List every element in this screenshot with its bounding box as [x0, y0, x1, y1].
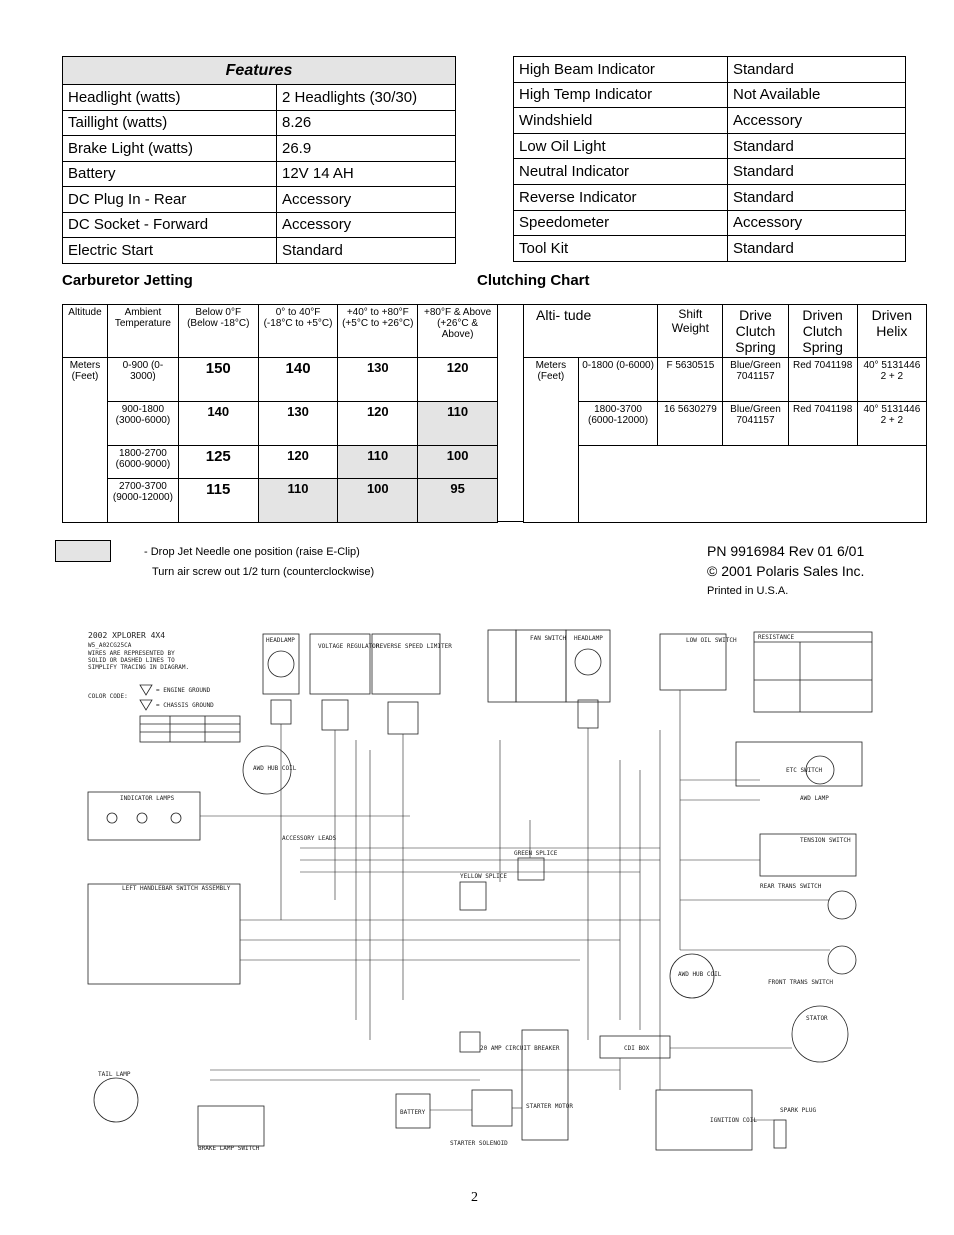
clutch-unit: Meters (Feet) [524, 358, 579, 523]
table-row [63, 161, 456, 187]
tail-lamp [94, 1078, 138, 1122]
carb-unit: Meters (Feet) [63, 358, 108, 523]
table-row [514, 210, 906, 236]
carb-header: +40° to +80°F (+5°C to +26°C) [338, 305, 418, 358]
row-value: Accessory [277, 187, 456, 213]
resistance-table [754, 632, 872, 712]
row-label: Brake Light (watts) [63, 136, 277, 162]
switch-icon [828, 946, 856, 974]
carb-cell: 95 [418, 479, 498, 523]
carb-cell: 130 [258, 402, 338, 446]
lamp-icon [268, 651, 294, 677]
clutch-cell: Blue/Green 7041157 [723, 402, 788, 446]
legend-swatch [55, 540, 111, 562]
color-code-label: COLOR CODE: [88, 693, 128, 700]
breaker-label: 20 AMP CIRCUIT BREAKER [480, 1045, 560, 1052]
connector [322, 700, 348, 730]
row-label: Speedometer [514, 210, 728, 236]
row-value: Standard [277, 238, 456, 264]
row-value: Standard [728, 159, 906, 185]
resistance-label: RESISTANCE [758, 634, 795, 641]
clutch-empty [578, 446, 926, 523]
carb-cell: 120 [338, 402, 418, 446]
awd-coil2-label: AWD HUB COIL [678, 971, 722, 978]
diagram-note: SIMPLIFY TRACING IN DIAGRAM. [88, 664, 190, 671]
carb-cell: 110 [338, 446, 418, 479]
carb-header: Altitude [63, 305, 108, 358]
page-number: 2 [471, 1190, 478, 1205]
switch-icon [828, 891, 856, 919]
chassis-ground-label: = CHASSIS GROUND [156, 702, 214, 709]
engine-ground-label: = ENGINE GROUND [156, 687, 211, 694]
row-label: Headlight (watts) [63, 85, 277, 111]
row-label: Reverse Indicator [514, 184, 728, 210]
left-handlebar-switch [88, 884, 240, 984]
table-row [514, 236, 906, 262]
carb-cell: 130 [338, 358, 418, 402]
carb-cell: 120 [258, 446, 338, 479]
clutch-cell: 40° 5131446 2 + 2 [857, 402, 926, 446]
legend-line-1: - Drop Jet Needle one position (raise E-Clip) [144, 546, 360, 558]
clutch-header: Driven Helix [857, 305, 926, 358]
table-row [63, 187, 456, 213]
carb-alt: 900-1800 (3000-6000) [107, 402, 178, 446]
row-value: Standard [728, 133, 906, 159]
diagram-title: 2002 XPLORER 4X4 [88, 631, 166, 640]
starter-motor-label: STARTER MOTOR [526, 1103, 573, 1110]
carb-cell: 115 [178, 479, 258, 523]
clutch-header: Drive Clutch Spring [723, 305, 788, 358]
carb-cell: 110 [418, 402, 498, 446]
carb-jetting-table [62, 304, 498, 523]
carb-header: +80°F & Above (+26°C & Above) [418, 305, 498, 358]
part-number: PN 9916984 Rev 01 6/01 [707, 543, 865, 559]
clutch-header: Alti- tude [524, 305, 658, 358]
headlamp-right-label: HEADLAMP [574, 635, 603, 642]
diagram-note: WIRES ARE REPRESENTED BY [88, 650, 175, 657]
rear-trans-label: REAR TRANS SWITCH [760, 883, 822, 890]
clutch-alt: 0-1800 (0-6000) [578, 358, 658, 402]
table-row [514, 184, 906, 210]
row-label: High Beam Indicator [514, 57, 728, 83]
row-value: 8.26 [277, 110, 456, 136]
printed-in: Printed in U.S.A. [707, 585, 789, 597]
solenoid-label: STARTER SOLENOID [450, 1140, 508, 1147]
clutch-cell: Blue/Green 7041157 [723, 358, 788, 402]
row-value: 26.9 [277, 136, 456, 162]
clutch-cell: Red 7041198 [788, 402, 857, 446]
etc-switch-label: ETC SWITCH [786, 767, 823, 774]
diagram-model: W5_A02CG25CA [88, 642, 132, 649]
spark-plug-icon [774, 1120, 786, 1148]
starter-solenoid [472, 1090, 512, 1126]
carb-cell: 140 [258, 358, 338, 402]
carb-cell: 110 [258, 479, 338, 523]
row-value: Accessory [728, 210, 906, 236]
carb-cell: 120 [418, 358, 498, 402]
fan-box [488, 630, 516, 702]
awd-lamp-label: AWD LAMP [800, 795, 829, 802]
lamp-icon [575, 649, 601, 675]
carb-header: Ambient Temperature [107, 305, 178, 358]
clutch-cell: 40° 5131446 2 + 2 [857, 358, 926, 402]
copyright: © 2001 Polaris Sales Inc. [707, 563, 865, 579]
clutch-cell: F 5630515 [658, 358, 723, 402]
clutch-header: Driven Clutch Spring [788, 305, 857, 358]
tail-lamp-label: TAIL LAMP [98, 1071, 131, 1078]
carb-cell: 100 [418, 446, 498, 479]
etc-switch [736, 742, 862, 786]
row-value: Accessory [728, 108, 906, 134]
row-value: 2 Headlights (30/30) [277, 85, 456, 111]
chassis-ground-icon [140, 700, 152, 710]
wires [200, 690, 830, 1120]
connector [271, 700, 291, 724]
row-value: Standard [728, 184, 906, 210]
brake-lamp-switch [198, 1106, 264, 1146]
ignition-coil-label: IGNITION COIL [710, 1117, 757, 1124]
clutch-alt: 1800-3700 (6000-12000) [578, 402, 658, 446]
stator-label: STATOR [806, 1015, 828, 1022]
connector [388, 702, 418, 734]
table-row [514, 108, 906, 134]
table-row [63, 238, 456, 264]
brake-switch-label: BRAKE LAMP SWITCH [198, 1145, 260, 1152]
row-label: Tool Kit [514, 236, 728, 262]
table-row [63, 110, 456, 136]
table-row [63, 85, 456, 111]
carb-cell: 150 [178, 358, 258, 402]
cdi-box-label: CDI BOX [624, 1045, 650, 1052]
table-gutter [498, 304, 523, 522]
yellow-splice [460, 882, 486, 910]
carb-title: Carburetor Jetting [62, 272, 193, 289]
row-value: 12V 14 AH [277, 161, 456, 187]
circuit-breaker [460, 1032, 480, 1052]
diagram-note: SOLID OR DASHED LINES TO [88, 657, 175, 664]
left-handlebar-label: LEFT HANDLEBAR SWITCH ASSEMBLY [122, 885, 231, 892]
clutch-cell: Red 7041198 [788, 358, 857, 402]
row-value: Standard [728, 57, 906, 83]
tension-switch-label: TENSION SWITCH [800, 837, 851, 844]
indicator-lamps-label: INDICATOR LAMPS [120, 795, 175, 802]
indicators-table [513, 56, 906, 262]
features-table [62, 56, 456, 264]
spark-plug-label: SPARK PLUG [780, 1107, 817, 1114]
green-splice-label: GREEN SPLICE [514, 850, 558, 857]
clutch-header: Shift Weight [658, 305, 723, 358]
carb-cell: 100 [338, 479, 418, 523]
table-row [63, 136, 456, 162]
front-trans-label: FRONT TRANS SWITCH [768, 979, 834, 986]
clutch-cell: 16 5630279 [658, 402, 723, 446]
row-label: DC Socket - Forward [63, 212, 277, 238]
carb-header: 0° to 40°F (-18°C to +5°C) [258, 305, 338, 358]
table-row [514, 133, 906, 159]
low-oil-label: LOW OIL SWITCH [686, 637, 737, 644]
table-row [514, 57, 906, 83]
clutching-table [523, 304, 927, 523]
engine-ground-icon [140, 685, 152, 695]
legend-line-2: Turn air screw out 1/2 turn (counterclockwise) [152, 566, 375, 578]
row-label: Windshield [514, 108, 728, 134]
wiring-diagram [60, 620, 880, 1160]
table-row [63, 212, 456, 238]
color-legend-box [140, 716, 240, 742]
fan-switch-label: FAN SWITCH [530, 635, 567, 642]
connector [578, 700, 598, 728]
table-row [514, 159, 906, 185]
row-label: Low Oil Light [514, 133, 728, 159]
carb-header: Below 0°F (Below -18°C) [178, 305, 258, 358]
row-label: DC Plug In - Rear [63, 187, 277, 213]
green-splice [518, 858, 544, 880]
row-label: Neutral Indicator [514, 159, 728, 185]
carb-alt: 2700-3700 (9000-12000) [107, 479, 178, 523]
row-label: Taillight (watts) [63, 110, 277, 136]
table-row [514, 82, 906, 108]
reverse-limiter-label: REVERSE SPEED LIMITER [376, 643, 452, 650]
awd-coil-label: AWD HUB COIL [253, 765, 297, 772]
battery-label: BATTERY [400, 1109, 426, 1116]
voltage-reg-label: VOLTAGE REGULATOR [318, 643, 380, 650]
row-label: Battery [63, 161, 277, 187]
accessory-label: ACCESSORY LEADS [282, 835, 337, 842]
carb-alt: 0-900 (0-3000) [107, 358, 178, 402]
yellow-splice-label: YELLOW SPLICE [460, 873, 507, 880]
row-value: Standard [728, 236, 906, 262]
row-label: Electric Start [63, 238, 277, 264]
headlamp-left-label: HEADLAMP [266, 637, 295, 644]
row-label: High Temp Indicator [514, 82, 728, 108]
carb-cell: 125 [178, 446, 258, 479]
clutch-title: Clutching Chart [477, 272, 590, 289]
carb-alt: 1800-2700 (6000-9000) [107, 446, 178, 479]
features-title: Features [63, 57, 456, 85]
row-value: Accessory [277, 212, 456, 238]
row-value: Not Available [728, 82, 906, 108]
carb-cell: 140 [178, 402, 258, 446]
